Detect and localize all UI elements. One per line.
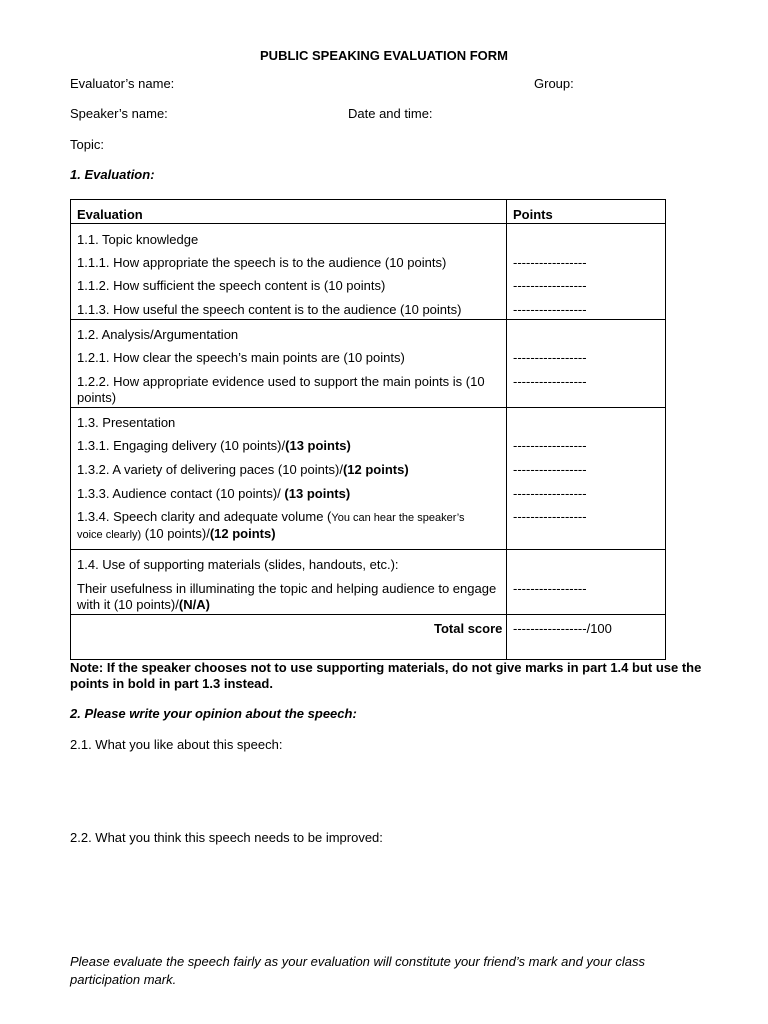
row-1-2-2: 1.2.2. How appropriate evidence used to support the main points is (10 <box>77 374 485 389</box>
row-1-1-topic-knowledge: 1.1. Topic knowledge <box>77 232 199 247</box>
row-1-3-1 <box>77 438 351 454</box>
row-divider <box>71 319 665 320</box>
points-blank-1-2-1: ----------------- <box>513 350 587 365</box>
row-1-3-presentation: 1.3. Presentation <box>77 415 176 430</box>
row-1-3-4 <box>77 509 465 526</box>
row-1-2-analysis: 1.2. Analysis/Argumentation <box>77 327 239 342</box>
row-divider <box>71 549 665 550</box>
row-1-3-2-bold-points: (12 points) <box>342 462 409 477</box>
header-points: Points <box>513 207 553 222</box>
row-1-3-4-continued <box>77 526 276 543</box>
row-1-3-3 <box>77 486 350 502</box>
total-score-label: Total score <box>434 621 503 636</box>
topic-label: Topic: <box>70 137 104 152</box>
row-1-3-2 <box>77 462 409 478</box>
row-1-3-4-points: (10 points)/ <box>141 526 210 541</box>
section-1-heading: 1. Evaluation: <box>70 167 155 182</box>
evaluator-name-label: Evaluator’s name: <box>70 76 175 91</box>
row-1-3-1-text: 1.3.1. Engaging delivery (10 points)/ <box>77 438 286 453</box>
footer-note-line-2: participation mark. <box>70 972 177 987</box>
points-blank-1-3-1: ----------------- <box>513 438 587 453</box>
row-1-3-3-bold-points: (13 points) <box>284 486 351 501</box>
note-line-1: Note: If the speaker chooses not to use supporting materials, do not give marks in part 1.4 but use the <box>70 660 702 675</box>
form-title: PUBLIC SPEAKING EVALUATION FORM <box>260 48 508 63</box>
row-1-2-2-continued: points) <box>77 390 117 405</box>
row-1-4-supporting-materials: 1.4. Use of supporting materials (slides, handouts, etc.): <box>77 557 399 572</box>
row-1-1-3: 1.1.3. How useful the speech content is to the audience (10 points) <box>77 302 462 317</box>
date-time-label: Date and time: <box>348 106 433 121</box>
question-2-1: 2.1. What you like about this speech: <box>70 737 283 752</box>
section-2-heading: 2. Please write your opinion about the speech: <box>70 706 357 721</box>
row-divider <box>71 407 665 408</box>
row-1-3-4-text: 1.3.4. Speech clarity and adequate volume ( <box>77 509 332 524</box>
question-2-2: 2.2. What you think this speech needs to be improved: <box>70 830 383 845</box>
row-1-4-points: with it (10 points)/ <box>77 597 179 612</box>
row-1-3-4-bold-points: (12 points) <box>209 526 276 541</box>
points-blank-1-4: ----------------- <box>513 581 587 596</box>
row-1-4-usefulness-continued <box>77 597 210 613</box>
points-blank-1-3-2: ----------------- <box>513 462 587 477</box>
row-divider <box>71 614 665 615</box>
row-1-1-1: 1.1.1. How appropriate the speech is to the audience (10 points) <box>77 255 447 270</box>
points-blank-1-1-2: ----------------- <box>513 278 587 293</box>
points-blank-1-3-3: ----------------- <box>513 486 587 501</box>
row-1-3-2-text: 1.3.2. A variety of delivering paces (10 points)/ <box>77 462 343 477</box>
note-line-2: points in bold in part 1.3 instead. <box>70 676 273 691</box>
evaluation-table <box>70 199 666 660</box>
row-1-2-1: 1.2.1. How clear the speech’s main points are (10 points) <box>77 350 405 365</box>
points-blank-1-1-3: ----------------- <box>513 302 587 317</box>
group-label: Group: <box>534 76 574 91</box>
column-divider <box>506 200 507 659</box>
total-score-value: -----------------/100 <box>513 621 612 636</box>
row-1-3-4-small-note: You can hear the speaker’s <box>331 512 465 524</box>
row-1-3-4-small-note-2: voice clearly) <box>77 529 142 541</box>
speaker-name-label: Speaker’s name: <box>70 106 168 121</box>
row-1-1-2: 1.1.2. How sufficient the speech content is (10 points) <box>77 278 386 293</box>
row-1-4-bold-na: (N/A) <box>178 597 210 612</box>
row-1-4-usefulness: Their usefulness in illuminating the topic and helping audience to engage <box>77 581 497 596</box>
row-divider <box>71 223 665 224</box>
points-blank-1-3-4: ----------------- <box>513 509 587 524</box>
header-evaluation: Evaluation <box>77 207 143 222</box>
row-1-3-3-text: 1.3.3. Audience contact (10 points)/ <box>77 486 285 501</box>
points-blank-1-2-2: ----------------- <box>513 374 587 389</box>
points-blank-1-1-1: ----------------- <box>513 255 587 270</box>
footer-note-line-1: Please evaluate the speech fairly as your evaluation will constitute your friend’s mark and your class <box>70 954 645 969</box>
row-1-3-1-bold-points: (13 points) <box>285 438 351 453</box>
